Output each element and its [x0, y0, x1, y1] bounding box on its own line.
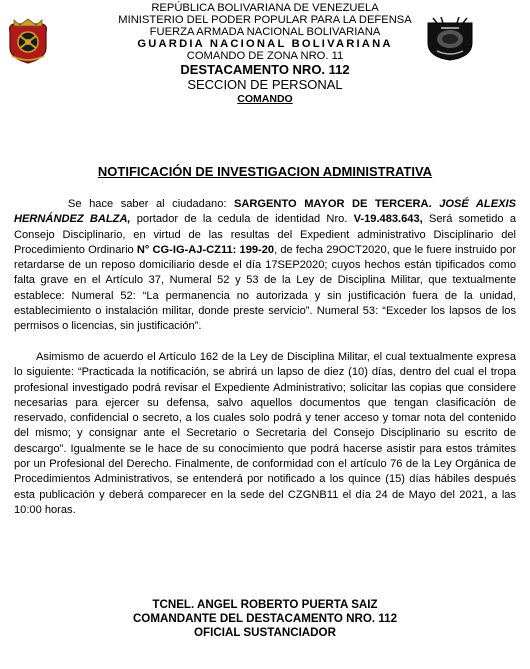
notice-id-number: V-19.483.643, — [353, 213, 423, 226]
signature-role: COMANDANTE DEL DESTACAMENTO NRO. 112 — [132, 612, 398, 625]
header-guard: GUARDIA NACIONAL BOLIVARIANA — [137, 38, 393, 50]
notice-case-number: N° CG-IG-AJ-CZ11: 199-20 — [136, 243, 275, 256]
notice-text-1: Se hace saber al ciudadano: — [68, 198, 234, 210]
header-detachment: DESTACAMENTO NRO. 112 — [180, 62, 350, 77]
notice-rank: SARGENTO MAYOR DE TERCERA. — [233, 198, 440, 210]
header-armed-force: FUERZA ARMADA NACIONAL BOLIVARIANA — [149, 26, 381, 38]
header-republic: REPÚBLICA BOLIVARIANA DE VENEZUELA — [151, 2, 379, 14]
notice-text-4: , de fecha 29OCT2020, que le fuere instruido por retardarse de un reposo domiciliario desde el día 17SEP2020; cuyos hechos están tipificados como falta grave en el Artículo 37, Numeral 52 y 53 de la Ley de Disciplina Militar, que textualmente establece: Numeral 52: “La permanencia no autorizada y sin justificación fuera de la unidad, establecimiento o instalación militar, donde preste servicio”. Numeral 53: “Exceder los lapsos de los permisos o licencias, sin justificación”. — [14, 243, 517, 333]
header-zone-command: COMANDO DE ZONA NRO. 11 — [186, 50, 344, 62]
header-ministry: MINISTERIO DEL PODER POPULAR PARA LA DEFENSA — [118, 14, 412, 26]
notice-person-name: JOSÉ ALEXIS HERNÁNDEZ BALZA, — [14, 198, 516, 226]
guardia-nacional-crest-icon — [6, 18, 50, 64]
paragraph-notice — [14, 197, 516, 335]
document-header — [60, 2, 470, 105]
signature-name: TCNEL. ANGEL ROBERTO PUERTA SAIZ — [152, 598, 378, 611]
notice-text-3: Será sometido a Consejo Disciplinario, en virtud de las resultas del Expedient administrativo Disciplinario del Procedimiento Ordinario — [14, 213, 516, 256]
header-section: SECCION DE PERSONAL — [187, 77, 343, 92]
header-command: COMANDO — [237, 93, 293, 105]
notice-text-2: portador de la cedula de identidad Nro. — [130, 213, 354, 226]
paragraph-procedure: Asimismo de acuerdo el Artículo 162 de la Ley de Disciplina Militar, el cual textualmente expresa lo siguiente: “Practicada la notificación, se abrirá un lapso de diez (10) días, dentro del cual el tropa profesional investigado podrá revisar el Expediente Administrativo; solicitar las copias que considere necesarias para ejercer su defensa, salvo aquellos documentos que tengan clasificación de reservado, confidencial o secreto, a los cuales solo podrá y tener acceso y tomar nota del contenido del mismo; y consignar ante el Secretario o Secretaria del Consejo Disciplinario su escrito de descargo”. Igualmente se le hace de su conocimiento que podrá hacerse asistir para estos trámites por un Profesional del Derecho. Finalmente, de conformidad con el artículo 76 de la Ley Orgánica de Procedimientos Administrativos, se entenderá por notificado a los quince (15) días hábiles después esta publicación y deberá comparecer en la sede del CZGNB11 el día 24 de Mayo del 2021, a las 10:00 horas. — [14, 351, 516, 516]
page-title: NOTIFICACIÓN DE INVESTIGACION ADMINISTRATIVA — [97, 164, 433, 179]
signature-block — [60, 598, 470, 640]
signature-position: OFICIAL SUSTANCIADOR — [194, 626, 336, 639]
